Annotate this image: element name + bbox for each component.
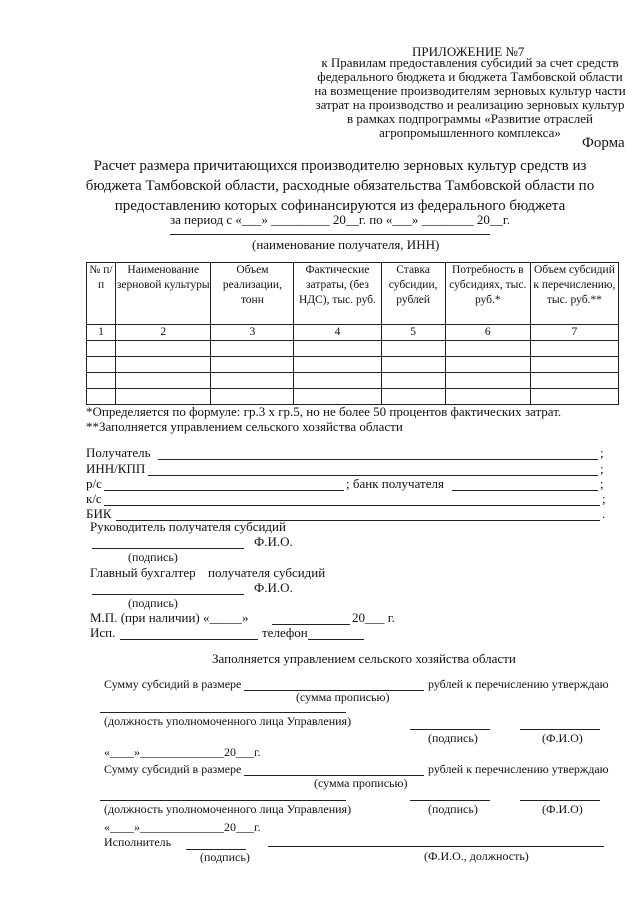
department-title: Заполняется управлением сельского хозяйства области [212,651,516,666]
semicolon: ; [600,476,604,491]
column-header: № п/п [87,263,116,325]
table-header-row [87,263,619,325]
account-field[interactable] [104,490,344,491]
column-number-row [87,325,619,341]
table-row [87,357,619,373]
phone-field[interactable] [308,639,364,640]
head-signature-caption: (подпись) [128,550,178,564]
amount-in-words-caption: (сумма прописью) [296,690,390,704]
executor-label: Исп. [90,625,116,640]
stamp-year: 20___ г. [352,610,395,625]
footnote-department: **Заполняется управлением сельского хозяйства области [86,419,403,434]
column-header: Объем реализации, тонн [211,263,294,325]
executor-label: Исполнитель [104,835,172,849]
table-row [87,341,619,357]
accountant-signature-caption: (подпись) [128,596,178,610]
column-number: 2 [116,325,211,341]
accountant-label: Главный бухгалтер [90,565,196,580]
executor-signature-caption: (подпись) [200,850,250,864]
semicolon: ; [600,461,604,476]
position-field[interactable] [100,712,346,713]
column-number: 6 [445,325,530,341]
head-signature-field[interactable] [92,548,244,549]
executor-field[interactable] [120,639,258,640]
document-heading [60,156,620,216]
column-header: Фактические затраты, (без НДС), тыс. руб. [294,263,381,325]
bik-label: БИК [86,506,112,521]
recipient-label: Получатель [86,445,151,460]
heading-line: бюджета Тамбовской области, расходные обязательства Тамбовской области по [85,178,595,194]
signature-caption: (подпись) [428,802,478,816]
recipient-underline [170,234,490,235]
signature-caption: (подпись) [428,731,478,745]
period-line: за период с «___» _________ 20__г. по «___» ________ 20__г. [170,212,511,227]
account-label: р/с [86,476,102,491]
position-field[interactable] [100,800,346,801]
appendix-line: затрат на производство и реализацию зерновых культур [315,97,625,112]
stamp-date-label: М.П. (при наличии) «_____» [90,610,249,625]
subsidy-table [86,262,619,405]
heading-line: предоставлению которых софинансируются из федерального бюджета [114,198,566,214]
amount-tail: рублей к перечислению утверждаю [428,762,609,776]
inn-label: ИНН/КПП [86,461,146,476]
fio-field[interactable] [520,800,600,801]
executor-fio-caption: (Ф.И.О., должность) [424,849,529,863]
form-label: Форма [582,135,625,151]
head-fio: Ф.И.О. [254,534,293,549]
accountant-fio: Ф.И.О. [254,580,293,595]
heading-line: Расчет размера причитающихся производителю зерновых культур средств из [93,158,587,174]
amount-label: Сумму субсидий в размере [104,762,242,776]
semicolon: ; [602,491,606,506]
recipient-field[interactable] [158,459,598,460]
column-number: 3 [211,325,294,341]
table-row [87,389,619,405]
approval-date: «____»______________20___г. [104,745,261,759]
semicolon: ; [600,445,604,460]
position-caption: (должность уполномоченного лица Управления) [104,714,352,728]
executor-fio-field[interactable] [268,846,604,847]
fio-field[interactable] [520,729,600,730]
column-header: Ставка субсидии, рублей [381,263,445,325]
column-number: 5 [381,325,445,341]
signature-field[interactable] [410,729,490,730]
recipient-caption: (наименование получателя, ИНН) [252,237,440,252]
period: . [602,506,606,521]
footnote-formula: *Определяется по формуле: гр.3 х гр.5, но не более 50 процентов фактических затрат. [86,404,562,419]
head-label: Руководитель получателя субсидий [90,519,286,534]
position-caption: (должность уполномоченного лица Управления) [104,802,352,816]
bank-field[interactable] [452,490,598,491]
appendix-line: федерального бюджета и бюджета Тамбовской области [317,69,623,84]
column-number: 7 [530,325,618,341]
fio-caption: (Ф.И.О) [542,802,583,816]
amount-label: Сумму субсидий в размере [104,677,242,691]
column-number: 1 [87,325,116,341]
appendix-text [300,56,640,140]
table-row [87,373,619,389]
fio-caption: (Ф.И.О) [542,731,583,745]
appendix-title: ПРИЛОЖЕНИЕ №7 [412,44,525,59]
column-header: Объем субсидий к перечислению, тыс. руб.** [530,263,618,325]
appendix-line: на возмещение производителям зерновых культур части [314,83,626,98]
amount-tail: рублей к перечислению утверждаю [428,677,609,691]
column-number: 4 [294,325,381,341]
column-header: Наименование зерновой культуры [116,263,211,325]
ks-label: к/с [86,491,102,506]
appendix-line: в рамках подпрограммы «Развитие отраслей [346,111,594,126]
approval-date: «____»______________20___г. [104,820,261,834]
accountant-label-2: получателя субсидий [208,565,326,580]
signature-field[interactable] [410,800,490,801]
column-header: Потребность в субсидиях, тыс. руб.* [445,263,530,325]
appendix-line: агропромышленного комплекса» [379,125,561,140]
amount-in-words-caption: (сумма прописью) [314,776,408,790]
ks-field[interactable] [104,505,600,506]
phone-label: телефон [262,625,308,640]
accountant-signature-field[interactable] [92,594,244,595]
bank-label: ; банк получателя [346,476,444,491]
appendix-line: к Правилам предоставления субсидий за счет средств [321,55,619,70]
